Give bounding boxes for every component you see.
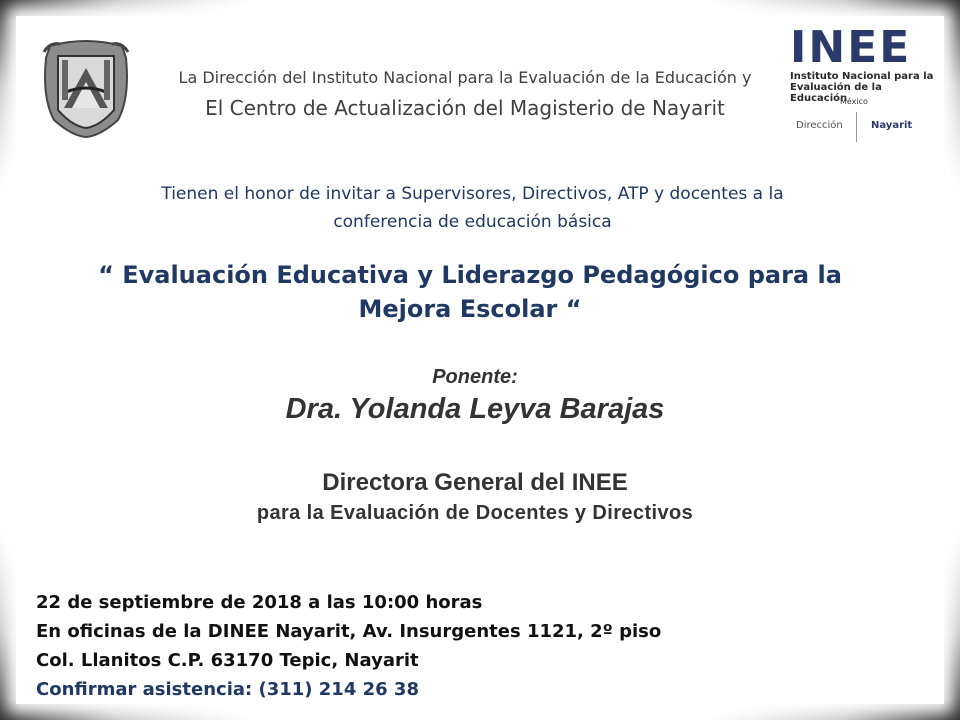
event-date-time: 22 de septiembre de 2018 a las 10:00 horas bbox=[36, 592, 483, 613]
conference-title-line-1: “ Evaluación Educativa y Liderazgo Pedagógico para la bbox=[98, 261, 842, 289]
header-line-1: La Dirección del Instituto Nacional para la Evaluación de la Educación y bbox=[178, 68, 752, 87]
event-place: En oficinas de la DINEE Nayarit, Av. Insurgentes 1121, 2º piso bbox=[36, 621, 662, 642]
inee-wordmark: INEE bbox=[790, 22, 912, 73]
invitation-text bbox=[80, 180, 865, 236]
invitation-line-1: Tienen el honor de invitar a Supervisores, Directivos, ATP y docentes a la bbox=[161, 184, 784, 204]
speaker-role-line-2: para la Evaluación de Docentes y Directivos bbox=[256, 502, 694, 524]
inee-division: Dirección bbox=[796, 120, 843, 131]
inee-country: México bbox=[840, 97, 868, 106]
conference-title-line-2: Mejora Escolar “ bbox=[358, 295, 582, 323]
inee-institute-line-2: Evaluación de la Educación bbox=[790, 82, 882, 104]
nayarit-seal-icon bbox=[40, 38, 132, 138]
logo-divider bbox=[856, 112, 857, 142]
inee-state: Nayarit bbox=[871, 120, 913, 131]
rsvp-phone: Confirmar asistencia: (311) 214 26 38 bbox=[36, 679, 419, 700]
header-line-2: El Centro de Actualización del Magisterio de Nayarit bbox=[205, 96, 725, 120]
event-details bbox=[36, 588, 736, 704]
speaker-name: Dra. Yolanda Leyva Barajas bbox=[285, 393, 665, 425]
speaker-role-line-1: Directora General del INEE bbox=[322, 469, 628, 496]
event-address: Col. Llanitos C.P. 63170 Tepic, Nayarit bbox=[36, 650, 419, 671]
conference-title bbox=[70, 258, 870, 326]
inee-logo bbox=[786, 22, 936, 147]
invitation-line-2: conferencia de educación básica bbox=[333, 212, 612, 232]
speaker-label: Ponente: bbox=[432, 366, 518, 388]
inee-institute-line-1: Instituto Nacional para la bbox=[790, 71, 934, 82]
